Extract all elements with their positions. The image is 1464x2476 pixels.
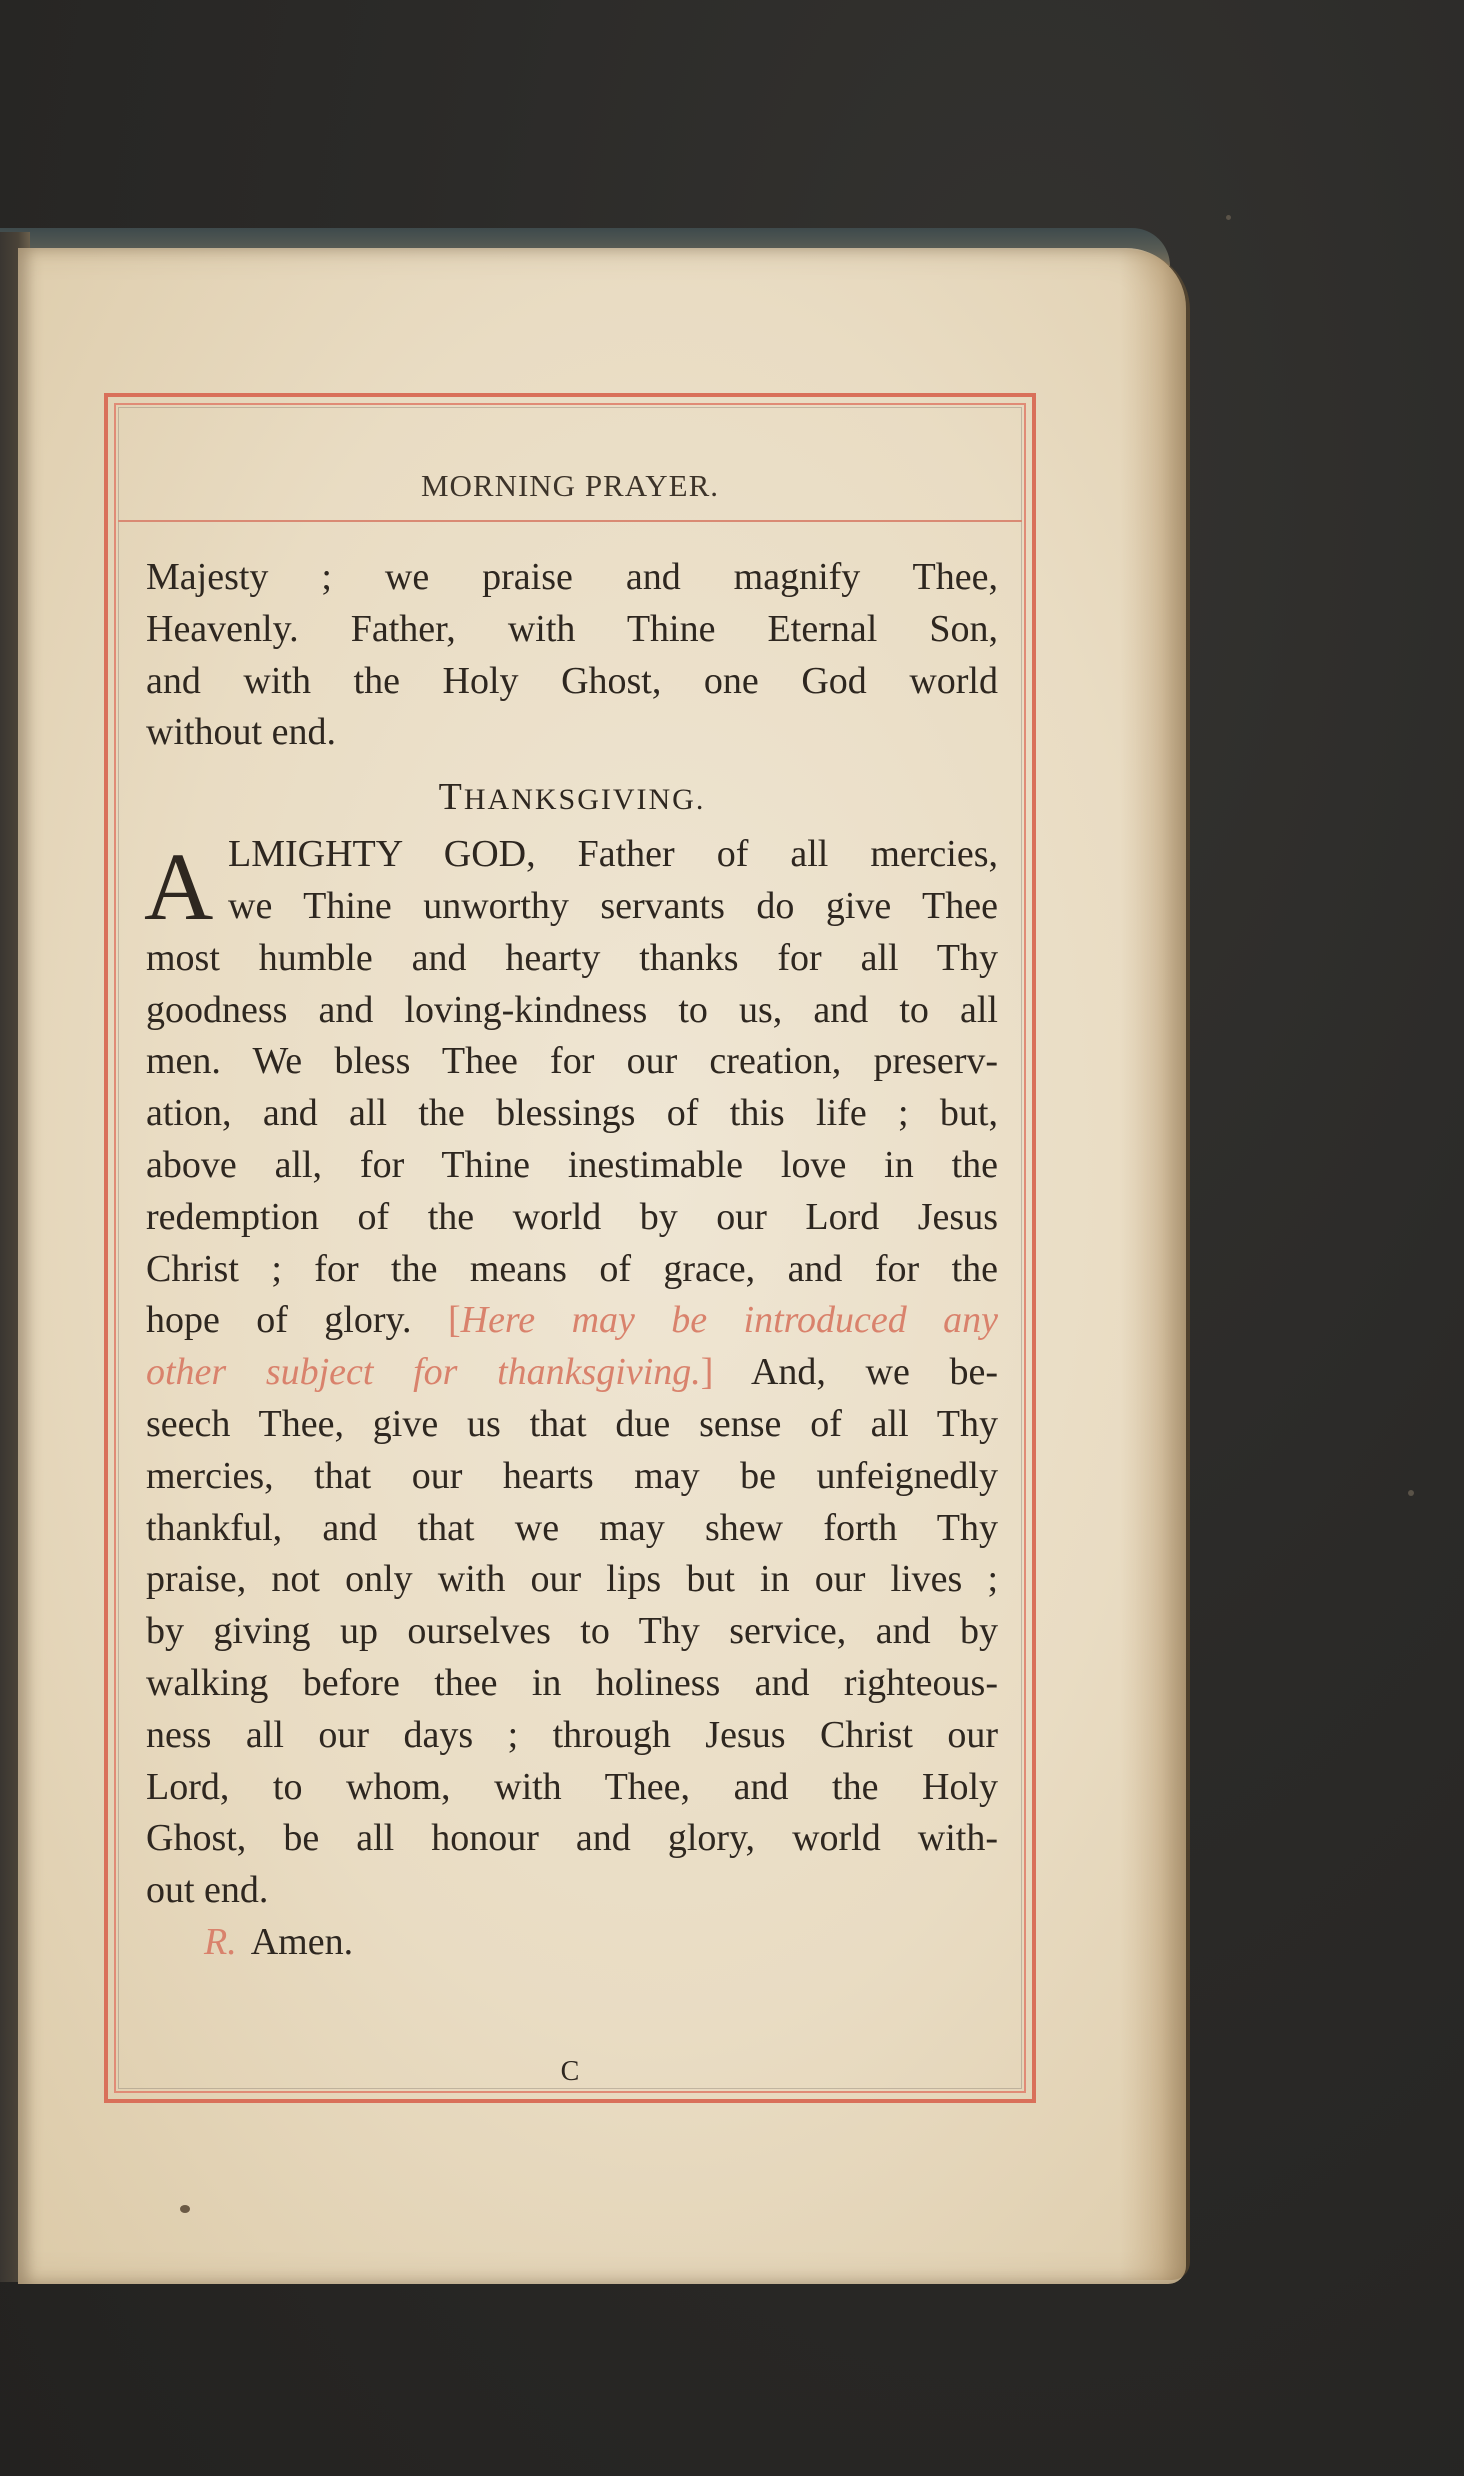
text-segment: And, we be- [750,1351,998,1394]
text-line-with-rubric [146,1347,998,1399]
signature-mark: C [560,2056,580,2087]
text-line: Ghost, be all honour and glory, world with- [146,1817,998,1860]
text-line: most humble and hearty thanks for all Thy [146,936,998,979]
page-fore-edge [1120,250,1190,2280]
page-text [146,552,998,1969]
response-line [146,1917,998,1969]
paper-speck [1226,215,1231,220]
text-segment: hope of glory. [146,1299,412,1342]
paper-speck [1408,1490,1414,1496]
text-line: seech Thee, give us that due sense of all Thy [146,1402,998,1445]
section-heading [146,761,998,829]
rubric-bracket: ] [700,1351,714,1394]
text-line: praise, not only with our lips but in our lives ; [146,1558,998,1601]
text-line: redemption of the world by our Lord Jesus [146,1195,998,1238]
text-line: men. We bless Thee for our creation, preserv- [146,1040,998,1083]
paper-speck [180,2205,190,2213]
text-line: above all, for Thine inestimable love in the [146,1143,998,1186]
running-head-rule [118,520,1022,522]
section-heading-initial: T [438,776,464,819]
text-line: by giving up ourselves to Thy service, and by [146,1610,998,1653]
text-line: Christ ; for the means of grace, and for the [146,1247,998,1290]
text-line: without end. [146,711,336,754]
amen-text: Amen. [250,1920,354,1963]
text-line: Majesty ; we praise and magnify Thee, [146,556,998,598]
text-line: Lord, to whom, with Thee, and the Holy [146,1765,998,1808]
rubric-bracket: [ [447,1299,461,1342]
response-mark: R. [204,1920,237,1963]
text-line: and with the Holy Ghost, one God world [146,659,998,702]
section-heading-text: HANKSGIVING. [463,783,706,817]
text-line: ness all our days ; through Jesus Christ our [146,1713,998,1756]
text-line: LMIGHTY GOD, Father of all mercies, [228,833,998,876]
text-line: out end. [146,1869,269,1912]
running-head: MORNING PRAYER. [420,468,720,503]
text-line: ation, and all the blessings of this life ; but, [146,1092,998,1135]
text-line: thankful, and that we may shew forth Thy [146,1506,998,1549]
text-line: we Thine unworthy servants do give Thee [228,884,998,927]
text-line: walking before thee in holiness and righteous- [146,1661,998,1704]
drop-cap: A [144,833,214,941]
rubric-text: Here may be introduced any [460,1299,999,1342]
text-line-with-rubric [146,1295,998,1347]
text-line: Heavenly. Father, with Thine Eternal Son, [146,607,998,650]
collect-opening [144,829,998,941]
text-line: goodness and loving-kindness to us, and to all [146,988,998,1031]
rubric-text: other subject for thanksgiving. [146,1351,701,1394]
text-line: mercies, that our hearts may be unfeignedly [146,1454,998,1497]
